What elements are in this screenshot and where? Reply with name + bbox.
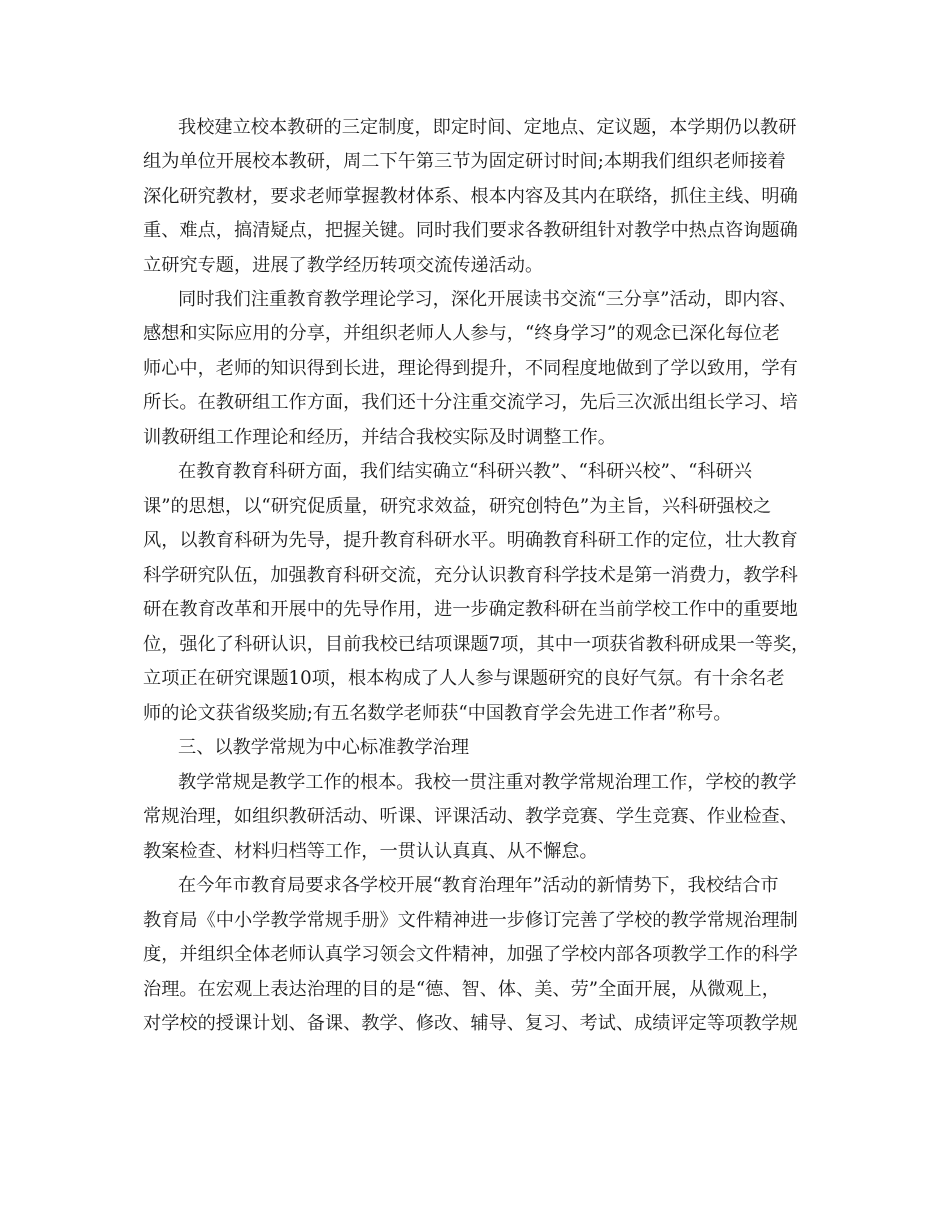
paragraph-3-line-3: 风，以教育科研为先导，提升教育科研水平。明确教育科研工作的定位，壮大教育 [143,530,798,551]
paragraph-3-line-2: 课”的思想，以“研究促质量，研究求效益，研究创特色”为主旨，兴科研强校之 [143,496,772,517]
paragraph-1-line-5: 立研究专题，进展了教学经历转项交流传递活动。 [143,255,544,276]
paragraph-3-line-5: 研在教育改革和开展中的先导作用，进一步确定教科研在当前学校工作中的重要地 [143,599,798,620]
paragraph-4-line-2: 常规治理，如组织教研活动、听课、评课活动、教学竞赛、学生竞赛、作业检查、 [143,806,798,827]
section-heading: 三、以教学常规为中心标准教学治理 [178,737,470,758]
paragraph-2-line-1: 同时我们注重教育教学理论学习，深化开展读书交流“三分享”活动，即内容、 [178,289,797,310]
paragraph-1-line-3: 深化研究教材，要求老师掌握教材体系、根本内容及其内在联络，抓住主线、明确 [143,186,798,207]
paragraph-1-line-2: 组为单位开展校本教研，周二下午第三节为固定研讨时间;本期我们组织老师接着 [143,151,786,172]
paragraph-1-line-4: 重、难点，搞清疑点，把握关键。同时我们要求各教研组针对教学中热点咨询题确 [143,220,798,241]
paragraph-2-line-2: 感想和实际应用的分享，并组织老师人人参与，“终身学习”的观念已深化每位老 [143,323,780,344]
paragraph-3-line-1: 在教育教育科研方面，我们结实确立“科研兴教”、“科研兴校”、“科研兴 [178,461,752,482]
paragraph-5-line-1: 在今年市教育局要求各学校开展“教育治理年”活动的新情势下，我校结合市 [178,875,779,896]
paragraph-2-line-5: 训教研组工作理论和经历，并结合我校实际及时调整工作。 [143,427,616,448]
paragraph-5-line-2: 教育局《中小学教学常规手册》文件精神进一步修订完善了学校的教学常规治理制 [143,910,798,931]
paragraph-3-line-7: 立项正在研究课题10项，根本构成了人人参与课题研究的良好气氛。有十余名老 [143,668,785,689]
paragraph-4-line-1: 教学常规是教学工作的根本。我校一贯注重对教学常规治理工作，学校的教学 [178,772,797,793]
paragraph-1-line-1: 我校建立校本教研的三定制度，即定时间、定地点、定议题，本学期仍以教研 [178,117,797,138]
paragraph-5-line-5: 对学校的授课计划、备课、教学、修改、辅导、复习、考试、成绩评定等项教学规 [143,1013,798,1034]
paragraph-4-line-3: 教案检查、材料归档等工作，一贯认认真真、从不懈怠。 [143,841,598,862]
paragraph-3-line-4: 科学研究队伍，加强教育科研交流，充分认识教育科学技术是第一消费力，教学科 [143,565,798,586]
paragraph-5-line-3: 度，并组织全体老师认真学习领会文件精神，加强了学校内部各项教学工作的科学 [143,944,798,965]
paragraph-3-line-8: 师的论文获省级奖励;有五名数学老师获“中国教育学会先进工作者”称号。 [143,703,732,724]
paragraph-5-line-4: 治理。在宏观上表达治理的目的是“德、智、体、美、劳”全面开展，从微观上， [143,979,780,1000]
paragraph-2-line-4: 所长。在教研组工作方面，我们还十分注重交流学习，先后三次派出组长学习、培 [143,392,798,413]
paragraph-3-line-6: 位，强化了科研认识，目前我校已结项课题7项，其中一项获省教科研成果一等奖， [143,634,810,655]
paragraph-2-line-3: 师心中，老师的知识得到长进，理论得到提升，不同程度地做到了学以致用，学有 [143,358,798,379]
